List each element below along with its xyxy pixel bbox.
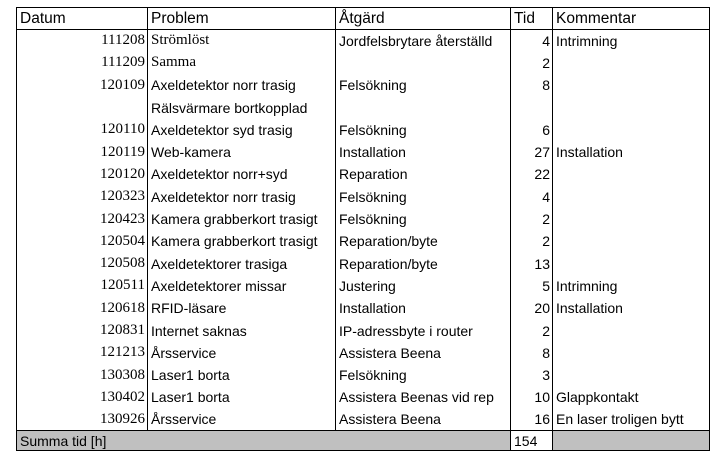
cell-datum: 121213 [17, 342, 148, 364]
table-body [17, 30, 710, 431]
cell-atgard: Assistera Beena [336, 342, 511, 364]
table-row [17, 275, 710, 297]
cell-problem: Axeldetektor norr trasig [148, 186, 336, 208]
cell-atgard: Felsökning [336, 186, 511, 208]
cell-tid: 2 [511, 230, 553, 252]
cell-kommentar: Glappkontakt [553, 386, 710, 408]
cell-problem: Kamera grabberkort trasigt [148, 208, 336, 230]
cell-atgard [336, 52, 511, 74]
cell-tid: 5 [511, 275, 553, 297]
header-datum: Datum [17, 8, 148, 30]
cell-datum: 120618 [17, 297, 148, 319]
cell-datum: 120323 [17, 186, 148, 208]
header-kommentar: Kommentar [553, 8, 710, 30]
cell-tid [511, 96, 553, 118]
cell-atgard: Justering [336, 275, 511, 297]
cell-tid: 2 [511, 319, 553, 341]
cell-problem: Strömlöst [148, 30, 336, 52]
cell-atgard: Reparation [336, 163, 511, 185]
cell-problem: Axeldetektor norr+syd [148, 163, 336, 185]
cell-problem: Axeldetektorer missar [148, 275, 336, 297]
table-row [17, 30, 710, 52]
header-tid: Tid [511, 8, 553, 30]
cell-kommentar [553, 186, 710, 208]
cell-problem: Internet saknas [148, 319, 336, 341]
table-row [17, 297, 710, 319]
cell-problem: RFID-läsare [148, 297, 336, 319]
table-row [17, 186, 710, 208]
table-row [17, 119, 710, 141]
cell-problem: Laser1 borta [148, 364, 336, 386]
cell-datum: 120831 [17, 319, 148, 341]
cell-kommentar [553, 119, 710, 141]
cell-problem: Web-kamera [148, 141, 336, 163]
table-row [17, 141, 710, 163]
table-row [17, 409, 710, 431]
cell-datum: 120423 [17, 208, 148, 230]
cell-kommentar [553, 230, 710, 252]
cell-kommentar [553, 52, 710, 74]
cell-tid: 4 [511, 186, 553, 208]
cell-kommentar [553, 342, 710, 364]
cell-atgard: Reparation/byte [336, 252, 511, 274]
cell-atgard: Installation [336, 141, 511, 163]
cell-tid: 20 [511, 297, 553, 319]
cell-atgard: Felsökning [336, 208, 511, 230]
cell-tid: 13 [511, 252, 553, 274]
cell-tid: 10 [511, 386, 553, 408]
cell-atgard: Installation [336, 297, 511, 319]
cell-atgard: Felsökning [336, 364, 511, 386]
cell-atgard: Jordfelsbrytare återställd [336, 30, 511, 52]
cell-problem: Axeldetektor norr trasig [148, 74, 336, 96]
cell-atgard: Assistera Beenas vid rep [336, 386, 511, 408]
cell-kommentar [553, 163, 710, 185]
cell-atgard: Felsökning [336, 74, 511, 96]
cell-problem: Rälsvärmare bortkopplad [148, 96, 336, 118]
cell-tid: 6 [511, 119, 553, 141]
summary-row [17, 431, 710, 451]
header-problem: Problem [148, 8, 336, 30]
cell-datum: 130308 [17, 364, 148, 386]
cell-datum: 111209 [17, 52, 148, 74]
cell-kommentar: En laser troligen bytt [553, 409, 710, 431]
cell-tid: 22 [511, 163, 553, 185]
cell-kommentar: Installation [553, 141, 710, 163]
cell-kommentar [553, 74, 710, 96]
table-row [17, 386, 710, 408]
cell-atgard: IP-adressbyte i router [336, 319, 511, 341]
header-atgard: Åtgärd [336, 8, 511, 30]
summary-label: Summa tid [h] [17, 431, 511, 451]
cell-datum: 120504 [17, 230, 148, 252]
cell-problem: Axeldetektorer trasiga [148, 252, 336, 274]
table-row [17, 74, 710, 96]
summary-empty-cell [553, 431, 710, 451]
cell-atgard: Reparation/byte [336, 230, 511, 252]
cell-tid: 2 [511, 52, 553, 74]
cell-datum: 120110 [17, 119, 148, 141]
cell-atgard: Assistera Beena [336, 409, 511, 431]
cell-atgard [336, 96, 511, 118]
cell-kommentar: Intrimning [553, 30, 710, 52]
cell-tid: 3 [511, 364, 553, 386]
cell-tid: 8 [511, 342, 553, 364]
cell-datum: 120119 [17, 141, 148, 163]
cell-datum: 120109 [17, 74, 148, 96]
cell-problem: Laser1 borta [148, 386, 336, 408]
cell-kommentar [553, 364, 710, 386]
cell-datum: 120511 [17, 275, 148, 297]
table-row [17, 319, 710, 341]
cell-kommentar [553, 208, 710, 230]
cell-problem: Samma [148, 52, 336, 74]
cell-atgard: Felsökning [336, 119, 511, 141]
cell-datum: 130402 [17, 386, 148, 408]
cell-datum: 120508 [17, 252, 148, 274]
table-row [17, 96, 710, 118]
cell-datum: 130926 [17, 409, 148, 431]
header-row [17, 8, 710, 30]
table-row [17, 52, 710, 74]
cell-problem: Kamera grabberkort trasigt [148, 230, 336, 252]
cell-datum [17, 96, 148, 118]
cell-tid: 16 [511, 409, 553, 431]
cell-problem: Axeldetektor syd trasig [148, 119, 336, 141]
cell-tid: 27 [511, 141, 553, 163]
cell-datum: 111208 [17, 30, 148, 52]
cell-problem: Årsservice [148, 409, 336, 431]
cell-kommentar: Intrimning [553, 275, 710, 297]
cell-datum: 120120 [17, 163, 148, 185]
summary-total: 154 [511, 431, 553, 451]
cell-tid: 4 [511, 30, 553, 52]
table-row [17, 230, 710, 252]
cell-kommentar [553, 319, 710, 341]
cell-tid: 8 [511, 74, 553, 96]
table-row [17, 163, 710, 185]
cell-kommentar: Installation [553, 297, 710, 319]
table-row [17, 252, 710, 274]
cell-tid: 2 [511, 208, 553, 230]
time-log-table [16, 7, 710, 451]
cell-kommentar [553, 252, 710, 274]
cell-kommentar [553, 96, 710, 118]
table-row [17, 364, 710, 386]
cell-problem: Årsservice [148, 342, 336, 364]
table-row [17, 208, 710, 230]
table-row [17, 342, 710, 364]
